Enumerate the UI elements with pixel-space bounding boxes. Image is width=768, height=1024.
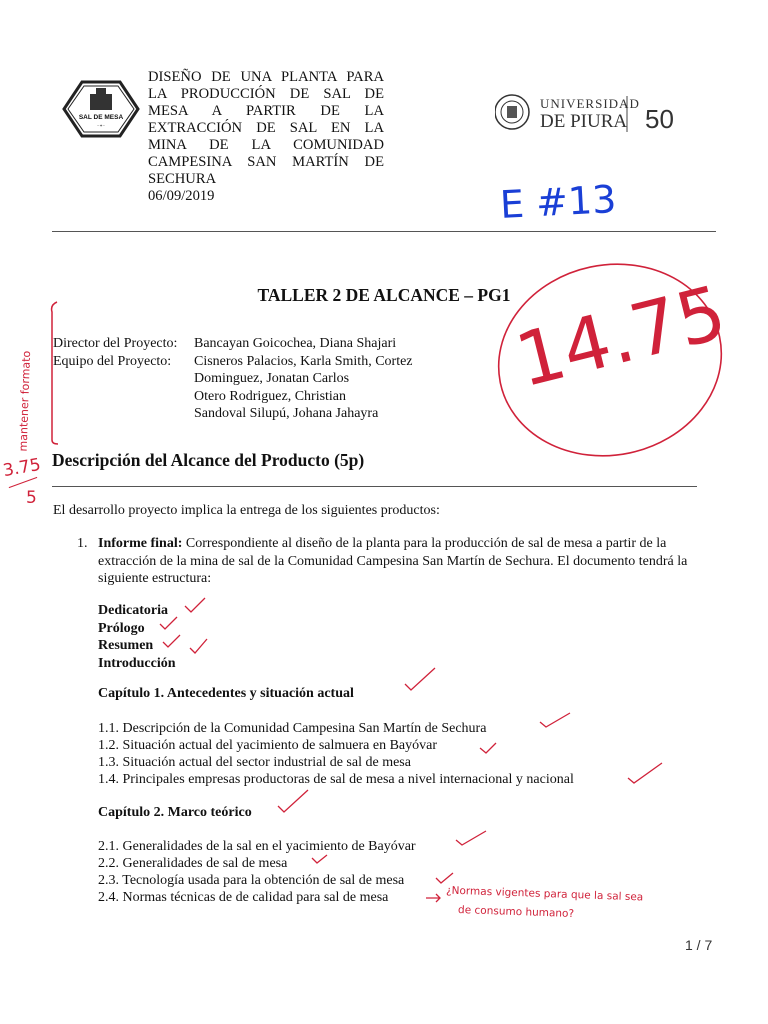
title-line: LA PRODUCCIÓN DE SAL DE [148,86,384,102]
document-title [148,69,384,205]
project-team [53,335,413,423]
document-date: 06/09/2019 [148,188,215,204]
svg-text:DE PIURA: DE PIURA [540,111,628,132]
front-matter-item: Resumen [98,638,154,653]
workshop-title: TALLER 2 DE ALCANCE – PG1 [257,285,511,305]
team-member-line: Sandoval Silupú, Johana Jahayra [194,406,379,421]
group-code-annotation: E #13 [498,176,618,228]
chapter-item: 2.1. Generalidades de la sal en el yacimiento de Bayóvar [98,839,416,854]
team-member-line: Cisneros Palacios, Karla Smith, Cortez [194,353,413,369]
section-grade-numerator: 3.75 [1,454,43,482]
chapter-title: Capítulo 1. Antecedentes y situación actual [98,686,354,701]
chapter-item: 2.3. Tecnología usada para la obtención de sal de mesa [98,873,405,888]
section-divider [52,486,697,487]
chapter-item: 1.1. Descripción de la Comunidad Campesina San Martín de Sechura [98,721,487,736]
chapter-list [98,720,574,788]
chapter-item: 2.4. Normas técnicas de de calidad para sal de mesa [98,890,389,905]
team-member-line: Dominguez, Jonatan Carlos [194,371,350,386]
page-number: 1 / 7 [685,937,713,953]
item-text: Correspondiente al diseño de la planta para la producción de sal de mesa a partir de la extracción de la mina de sal de la Comunidad Campesina San Martín de Sechura. El documento tendrá la siguiente estructura: [98,536,688,586]
chapter-title: Capítulo 2. Marco teórico [98,805,252,820]
title-line: DISEÑO DE UNA PLANTA PARA [148,69,384,85]
sal-de-mesa-logo [62,80,140,138]
title-line: CAMPESINA SAN MARTÍN DE [148,154,384,170]
header-divider [52,231,716,232]
section-title: Descripción del Alcance del Producto (5p) [52,450,365,470]
item-heading: Informe final: [98,536,183,551]
total-grade-annotation: 14.75 [507,269,735,405]
margin-note: mantener formato [16,350,34,452]
team-member-line: Otero Rodriguez, Christian [194,388,347,404]
director-label: Director del Proyecto: [53,336,178,351]
chapter-list [98,838,416,906]
title-line: MINA DE LA COMUNIDAD [148,137,384,153]
front-matter-item: Dedicatoria [98,603,168,618]
front-matter-item: Introducción [98,655,176,671]
section-grade-denominator: 5 [26,488,37,508]
svg-text:~✦~: ~✦~ [96,123,106,128]
director-name: Bancayan Goicochea, Diana Shajari [194,336,397,351]
title-line: EXTRACCIÓN DE SAL EN LA [148,120,384,136]
reviewer-comment-line2: de consumo humano? [457,903,575,921]
reviewer-comment-line1: ¿Normas vigentes para que la sal sea [445,884,644,904]
svg-text:SAL DE MESA: SAL DE MESA [78,114,124,121]
chapter-item: 1.4. Principales empresas productoras de sal de mesa a nivel internacional y nacional [98,772,574,787]
chapter-item: 1.3. Situación actual del sector industrial de sal de mesa [98,755,411,770]
svg-text:50: 50 [645,104,674,134]
title-line: MESA A PARTIR DE LA [148,103,384,119]
svg-text:UNIVERSIDAD: UNIVERSIDAD [540,96,640,111]
universidad-de-piura-logo [495,92,695,136]
front-matter-item: Prólogo [98,620,145,636]
title-line: SECHURA [148,171,217,187]
team-label: Equipo del Proyecto: [53,353,172,369]
item-number: 1. [77,536,88,551]
front-matter-list [98,602,176,672]
chapter-item: 2.2. Generalidades de sal de mesa [98,856,288,871]
chapter-item: 1.2. Situación actual del yacimiento de salmuera en Bayóvar [98,738,437,753]
list-item [78,535,718,588]
intro-text: El desarrollo proyecto implica la entrega de los siguientes productos: [53,503,440,518]
